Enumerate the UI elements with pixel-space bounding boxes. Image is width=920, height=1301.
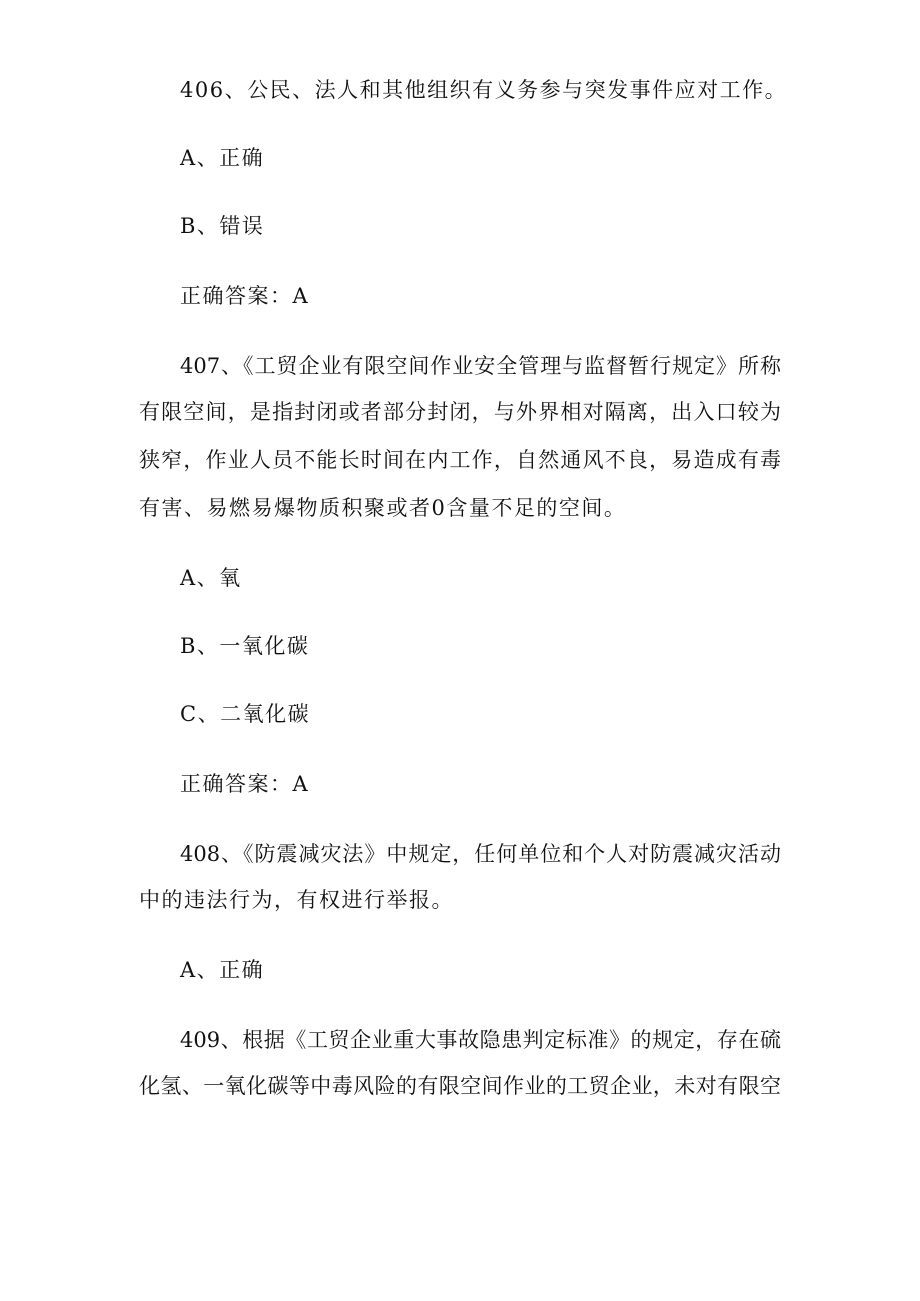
question-406-option-b: B、错误	[180, 214, 265, 238]
question-408-line-2: 中的违法行为，有权进行举报。	[139, 888, 454, 912]
question-407-option-a: A、氧	[180, 566, 242, 590]
question-406-answer: 正确答案：A	[180, 284, 310, 308]
question-409-line-1: 409、根据《工贸企业重大事故隐患判定标准》的规定，存在硫	[180, 1028, 781, 1052]
question-407-line-3: 狭窄，作业人员不能长时间在内工作，自然通风不良，易造成有毒	[139, 448, 781, 472]
question-406-text: 406、公民、法人和其他组织有义务参与突发事件应对工作。	[180, 78, 788, 102]
question-407-answer: 正确答案：A	[180, 772, 310, 796]
question-407-line-2: 有限空间，是指封闭或者部分封闭，与外界相对隔离，出入口较为	[139, 400, 781, 424]
question-407-option-c: C、二氧化碳	[180, 702, 311, 726]
question-408-line-1: 408、《防震减灾法》中规定，任何单位和个人对防震减灾活动	[180, 842, 781, 866]
question-407-option-b: B、一氧化碳	[180, 634, 310, 658]
question-409-line-2: 化氢、一氧化碳等中毒风险的有限空间作业的工贸企业，未对有限空	[139, 1074, 781, 1098]
question-408-option-a: A、正确	[180, 958, 265, 982]
question-407-line-1: 407、《工贸企业有限空间作业安全管理与监督暂行规定》所称	[180, 354, 781, 378]
question-406-option-a: A、正确	[180, 146, 265, 170]
question-407-line-4: 有害、易燃易爆物质积聚或者0含量不足的空间。	[139, 496, 627, 520]
